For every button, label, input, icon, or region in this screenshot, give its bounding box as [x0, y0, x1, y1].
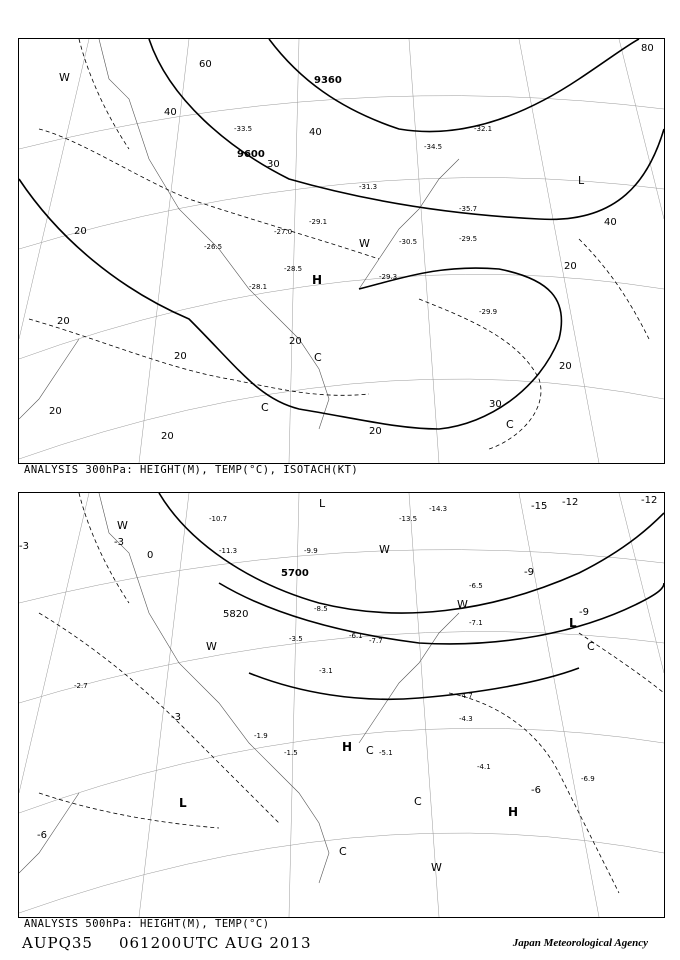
isotach-label-40b: 40 — [309, 127, 322, 138]
center-W: W — [379, 543, 390, 556]
station-temp: -30.5 — [399, 238, 418, 246]
isotach-label-20f: 20 — [161, 431, 174, 442]
isotherm-label: -6 — [37, 830, 47, 841]
station-temp: -29.3 — [379, 273, 398, 281]
isotherm-label: -6 — [531, 785, 541, 796]
center-L: L — [569, 616, 577, 630]
station-temp: -35.7 — [459, 205, 478, 213]
isotach-label-30b: 30 — [267, 159, 280, 170]
station-temp: -29.9 — [479, 308, 498, 316]
isotherm-label: -12 — [562, 497, 579, 508]
isotach-label-30a: 30 — [489, 399, 502, 410]
center-C: C — [366, 744, 374, 757]
station-temps-500 — [74, 505, 595, 783]
center-C-c: C — [506, 418, 514, 431]
height-label-5820: 5820 — [223, 609, 249, 620]
map-500hpa — [19, 493, 664, 917]
station-temp: -4.3 — [459, 715, 473, 723]
station-temp: -13.5 — [399, 515, 418, 523]
center-L: L — [578, 174, 585, 187]
height-label-9600: 9600 — [237, 149, 265, 160]
isotach-label-20a: 20 — [74, 226, 87, 237]
isotach-lines-300 — [29, 39, 649, 449]
station-temp: -14.3 — [429, 505, 448, 513]
station-temp: -3.5 — [289, 635, 303, 643]
caption-300hpa: ANALYSIS 300hPa: HEIGHT(M), TEMP(°C), ISOTACH(KT) — [24, 464, 359, 476]
product-code: AUPQ35 — [22, 934, 93, 952]
valid-time: 061200UTC AUG 2013 — [118, 934, 312, 952]
center-H: H — [508, 805, 519, 819]
center-L: L — [179, 796, 187, 810]
center-W: W — [457, 598, 468, 611]
station-temp: -33.5 — [234, 125, 253, 133]
chart-300hpa — [18, 38, 665, 464]
center-H: H — [312, 273, 323, 287]
center-C-b: C — [261, 401, 269, 414]
station-temp: -11.3 — [219, 547, 238, 555]
station-temp: -28.1 — [249, 283, 268, 291]
isotach-label-20e: 20 — [49, 406, 62, 417]
station-temp: -26.5 — [204, 243, 223, 251]
station-temp: -6.9 — [581, 775, 595, 783]
isotherm-lines-500 — [39, 493, 664, 893]
center-C: C — [587, 640, 595, 653]
center-W: W — [117, 519, 128, 532]
isotherm-label: -9 — [524, 567, 534, 578]
station-temp: -29.5 — [459, 235, 478, 243]
station-temp: -1.9 — [254, 732, 268, 740]
station-temp: -1.5 — [284, 749, 298, 757]
isotach-label-20d: 20 — [289, 336, 302, 347]
chart-500hpa — [18, 492, 665, 918]
station-temp: -34.5 — [424, 143, 443, 151]
station-temp: -2.7 — [74, 682, 88, 690]
station-temp: -3.1 — [319, 667, 333, 675]
isotherm-label: -3 — [114, 537, 124, 548]
center-W: W — [431, 861, 442, 874]
center-C-a: C — [314, 351, 322, 364]
isotach-label-20i: 20 — [559, 361, 572, 372]
caption-500hpa: ANALYSIS 500hPa: HEIGHT(M), TEMP(°C) — [24, 918, 270, 930]
height-label-9360: 9360 — [314, 75, 342, 86]
station-temp: -7.1 — [469, 619, 483, 627]
center-L: L — [319, 497, 326, 510]
isotach-label-40a: 40 — [164, 107, 177, 118]
isotach-label-60: 60 — [199, 59, 212, 70]
center-C: C — [414, 795, 422, 808]
isotherm-label: -15 — [531, 501, 548, 512]
station-temp: -29.1 — [309, 218, 328, 226]
isotach-label-20g: 20 — [369, 426, 382, 437]
station-temp: -6.5 — [469, 582, 483, 590]
isotach-label-20b: 20 — [57, 316, 70, 327]
isotach-label-20h: 20 — [564, 261, 577, 272]
station-temp: -6.1 — [349, 632, 363, 640]
height-label-5700: 5700 — [281, 568, 309, 579]
station-temp: -28.5 — [284, 265, 303, 273]
center-W-a: W — [59, 71, 70, 84]
station-temp: -10.7 — [209, 515, 228, 523]
isotherm-label: -3 — [19, 541, 29, 552]
isotach-label-80: 80 — [641, 43, 654, 54]
center-W: W — [206, 640, 217, 653]
isotherm-label: -9 — [579, 607, 589, 618]
center-W-b: W — [359, 237, 370, 250]
center-C: C — [339, 845, 347, 858]
isotach-label-40c: 40 — [604, 217, 617, 228]
isotherm-label: -12 — [641, 495, 658, 506]
station-temp: -4.7 — [459, 692, 473, 700]
station-temp: -27.0 — [274, 228, 293, 236]
isotach-label-20c: 20 — [174, 351, 187, 362]
station-temp: -9.9 — [304, 547, 318, 555]
station-temp: -7.7 — [369, 637, 383, 645]
labels-300 — [49, 43, 654, 442]
station-temp: -31.3 — [359, 183, 378, 191]
labels-500 — [19, 495, 657, 874]
station-temp: -8.5 — [314, 605, 328, 613]
station-temp: -32.1 — [474, 125, 493, 133]
height-contours-500 — [159, 493, 664, 699]
product-line — [22, 934, 338, 952]
isotherm-label: 0 — [147, 550, 154, 561]
center-H: H — [342, 740, 353, 754]
isotherm-label: -3 — [171, 712, 181, 723]
station-temp: -4.1 — [477, 763, 491, 771]
agency-name: Japan Meteorological Agency — [512, 937, 648, 949]
map-300hpa — [19, 39, 664, 463]
station-temp: -5.1 — [379, 749, 393, 757]
